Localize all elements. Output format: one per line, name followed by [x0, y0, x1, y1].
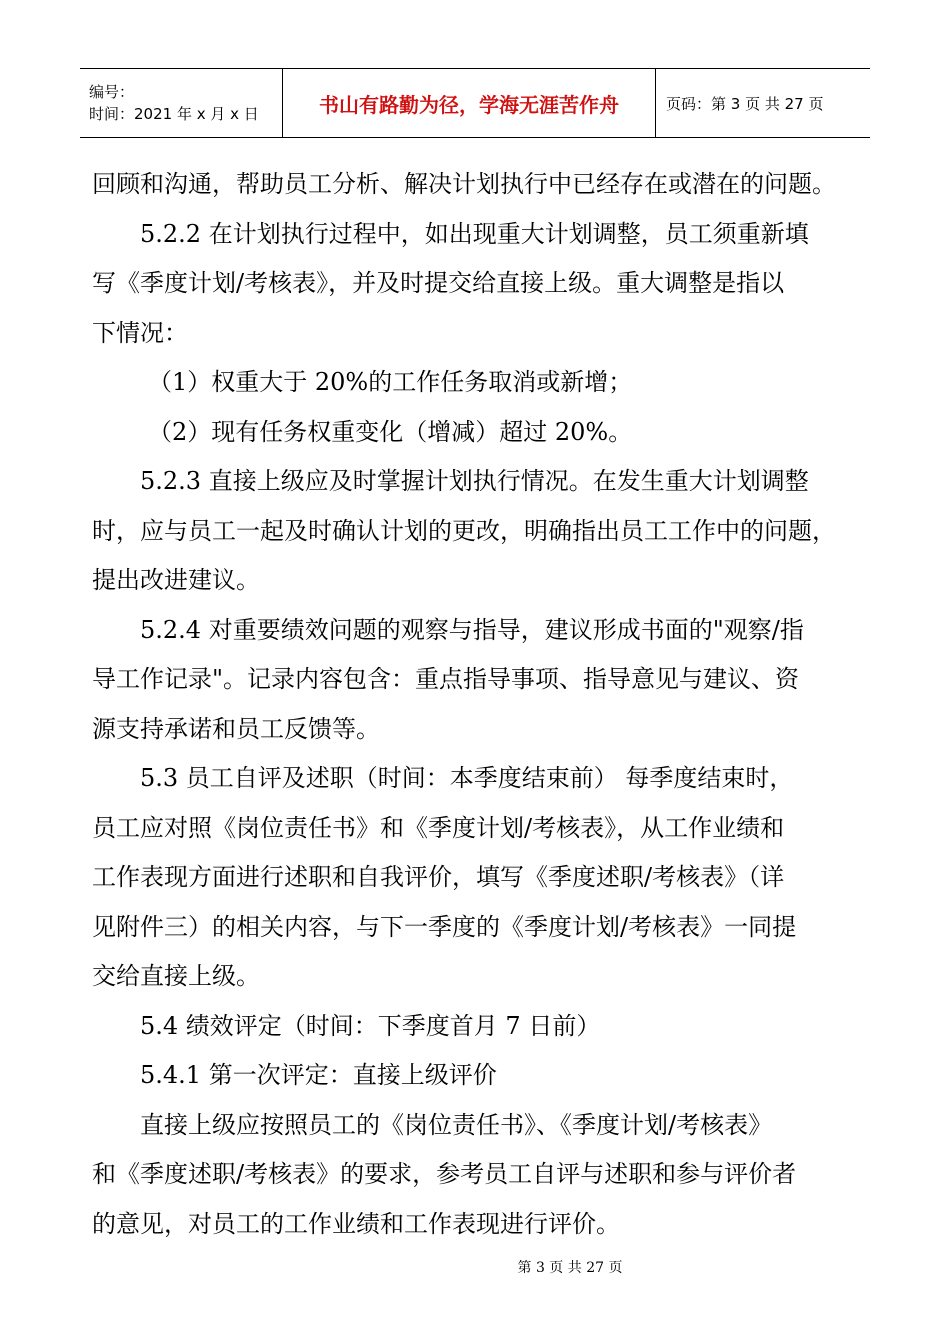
- body-line: 见附件三）的相关内容，与下一季度的《季度计划/考核表》一同提: [92, 912, 797, 941]
- body-line: 5.2.4 对重要绩效问题的观察与指导，建议形成书面的"观察/指: [140, 615, 804, 644]
- body-line: 5.2.2 在计划执行过程中，如出现重大计划调整，员工须重新填: [140, 219, 809, 248]
- body-line: 导工作记录"。记录内容包含：重点指导事项、指导意见与建议、资: [92, 665, 800, 693]
- body-line: 写《季度计划/考核表》，并及时提交给直接上级。重大调整是指以: [92, 269, 785, 297]
- header-page-info: 页码：第 3 页 共 27 页: [666, 94, 824, 113]
- body-line: 下情况：: [92, 318, 188, 347]
- page-footer: [0, 1257, 950, 1277]
- body-line: （1）权重大于 20%的工作任务取消或新增；: [148, 368, 633, 396]
- body-line: 时，应与员工一起及时确认计划的更改，明确指出员工工作中的问题，: [92, 516, 836, 545]
- body-line: 和《季度述职/考核表》的要求，参考员工自评与述职和参与评价者: [92, 1160, 797, 1188]
- document-date: 时间：2021 年 x 月 x 日: [89, 105, 259, 123]
- document-body: [92, 160, 862, 1249]
- body-line: 5.3 员工自评及述职（时间：本季度结束前） 每季度结束时，: [140, 764, 794, 792]
- footer-page-number: 第 3 页 共 27 页: [517, 1260, 623, 1276]
- document-number-label: 编号：: [89, 83, 135, 101]
- body-line: 5.2.3 直接上级应及时掌握计划执行情况。在发生重大计划调整: [140, 467, 809, 495]
- body-line: 的意见，对员工的工作业绩和工作表现进行评价。: [92, 1209, 620, 1238]
- body-line: 提出改进建议。: [92, 566, 260, 594]
- body-line: 5.4 绩效评定（时间：下季度首月 7 日前）: [140, 1011, 601, 1040]
- body-line: 源支持承诺和员工反馈等。: [92, 714, 380, 743]
- header-motto: 书山有路勤为径，学海无涯苦作舟: [319, 92, 619, 117]
- body-line: 5.4.1 第一次评定：直接上级评价: [140, 1061, 497, 1089]
- body-line: 交给直接上级。: [92, 962, 260, 990]
- body-line: 直接上级应按照员工的《岗位责任书》、《季度计划/考核表》: [140, 1110, 773, 1139]
- body-line: 员工应对照《岗位责任书》和《季度计划/考核表》，从工作业绩和: [92, 813, 785, 842]
- page-header: [80, 68, 870, 138]
- header-meta-cell: [80, 69, 283, 137]
- body-line: （2）现有任务权重变化（增减）超过 20%。: [148, 417, 633, 446]
- header-motto-cell: [283, 69, 656, 137]
- body-line: 回顾和沟通，帮助员工分析、解决计划执行中已经存在或潜在的问题。: [92, 170, 836, 198]
- header-page-cell: [656, 69, 870, 137]
- body-line: 工作表现方面进行述职和自我评价，填写《季度述职/考核表》（详: [92, 863, 785, 891]
